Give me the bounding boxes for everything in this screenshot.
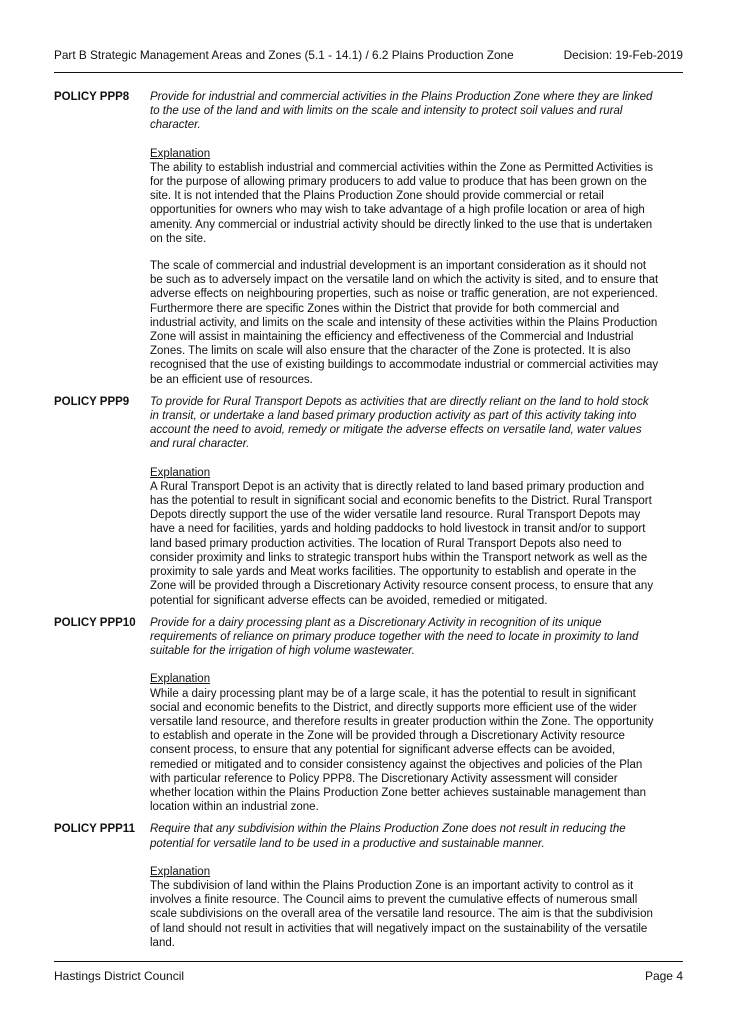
policy-label: POLICY PPP10 (54, 616, 136, 629)
policy-body (150, 822, 660, 950)
policy-label: POLICY PPP9 (54, 395, 130, 408)
explanation-heading: Explanation (150, 673, 211, 686)
policy-ppp9 (54, 395, 683, 608)
footer-divider (54, 961, 683, 962)
explanation-paragraph: The subdivision of land within the Plains Production Zone is an important activity to control as it involves a finite resource. The Council aims to prevent the cumulative effects of numerous small scale subdivisions on the overall area of the versatile land resource. The aim is that the subdivision of land should not result in activities that will negatively impact on the sustainability of the versatile land. (150, 879, 653, 949)
policy-label: POLICY PPP8 (54, 91, 130, 103)
explanation-paragraph: The ability to establish industrial and commercial activities within the Zone as Permitted Activities is for the purpose of allowing primary producers to add value to produce that has been grown on the site. It is not intended that the Plains Production Zone should provide commercial or retail opportunities for owners who may wish to take advantage of a high profile location or area of high amenity. Any commercial or industrial activity should be directly linked to the use that is undertaken on the site. (150, 161, 654, 245)
policy-statement: Provide for a dairy processing plant as a Discretionary Activity in recognition of its unique requirements of reliance on primary produce together with the need to locate in proximity to land suitable for the irrigation of high volume wastewater. (150, 616, 639, 658)
page-footer (54, 969, 683, 983)
policy-body (150, 90, 660, 387)
document-body (54, 90, 683, 950)
explanation-heading: Explanation (150, 865, 211, 878)
policy-body (150, 395, 660, 608)
header-decision-date: Decision: 19-Feb-2019 (563, 48, 683, 62)
explanation-heading: Explanation (150, 466, 211, 479)
policy-ppp11 (54, 822, 683, 950)
explanation-paragraph: While a dairy processing plant may be of a large scale, it has the potential to result in significant social and economic benefits to the District, and directly supports more efficient use of the wider versatile land resource, and therefore results in greater production within the Zone. The opportunity to establish and operate in the Zone will be provided through a Discretionary Activity resource consent process, to ensure that any potential for significant adverse effects can be avoided, remedied or mitigated and to consider consistency against the objectives and policies of the Plan with particular reference to Policy PPP8. The Discretionary Activity assessment will consider whether location within the Plains Production Zone better achieves sustainable management than location within an industrial zone. (150, 687, 654, 814)
header-divider (54, 72, 683, 73)
policy-body (150, 616, 660, 815)
footer-page-number: Page 4 (644, 969, 683, 983)
policy-statement: Provide for industrial and commercial activities in the Plains Production Zone where they are linked to the use of the land and with limits on the scale and intensity to protect soil values and rural character. (150, 91, 653, 132)
policy-statement: Require that any subdivision within the Plains Production Zone does not result in reducing the potential for versatile land to be used in a productive and sustainable manner. (150, 823, 626, 850)
header-section-title: Part B Strategic Management Areas and Zones (5.1 - 14.1) / 6.2 Plains Production Zone (54, 48, 514, 62)
explanation-heading: Explanation (150, 147, 211, 160)
footer-council-name: Hastings District Council (54, 969, 185, 983)
policy-ppp10 (54, 616, 683, 815)
explanation-paragraph: A Rural Transport Depot is an activity that is directly related to land based primary production and has the potential to result in significant social and economic benefits to the District. Rural Transport Depots directly support the use of the wider versatile land resource. Rural Transport Depots may have a need for facilities, yards and holding paddocks to hold livestock in transit and/or to support land based primary production activities. The location of Rural Transport Depots also need to consider proximity and links to strategic transport hubs within the Transport network as well as the proximity to sale yards and Meat works facilities. The opportunity to establish and operate in the Zone will be provided through a Discretionary Activity resource consent process, to ensure that any potential for significant adverse effects can be avoided, remedied or mitigated. (150, 480, 654, 607)
policy-ppp8 (54, 90, 683, 387)
explanation-paragraph: The scale of commercial and industrial development is an important consideration as it should not be such as to adversely impact on the versatile land on which the activity is sited, and to ensure that adverse effects on neighbouring properties, such as noise or traffic generation, are not experienced. Furthermore there are specific Zones within the District that provide for both commercial and industrial activity, and limits on the scale and intensity of these activities within the Plains Production Zone will assist in maintaining the efficiency and effectiveness of the Commercial and Industrial Zones. The limits on scale will also ensure that the character of the Zone is protected. It is also recognised that the use of existing buildings to accommodate industrial or commercial activities may be an efficient use of resources. (150, 260, 659, 386)
policy-statement: To provide for Rural Transport Depots as activities that are directly reliant on the land to hold stock in transit, or undertake a land based primary production activity as part of this activity taking into account the need to avoid, remedy or mitigate the adverse effects on versatile land, water values and rural character. (150, 395, 649, 451)
policy-label: POLICY PPP11 (54, 823, 135, 836)
page-header (54, 48, 683, 62)
